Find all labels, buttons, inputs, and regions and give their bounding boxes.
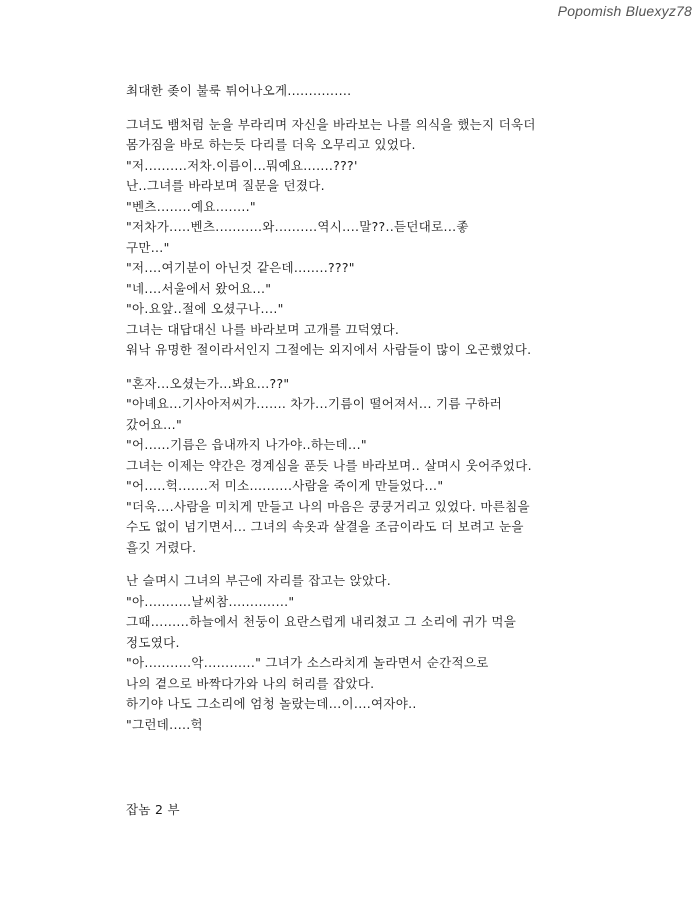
- text-line: "벤츠........예요........": [126, 198, 256, 214]
- text-line: 그때.........하늘에서 천둥이 요란스럽게 내리쳤고 그 소리에 귀가 먹을: [126, 614, 517, 629]
- text-line: "저..........저차.이름이...뭐예요.......???': [126, 157, 358, 173]
- text-line: 하기야 나도 그소리에 엄청 놀랐는데...이....여자야..: [126, 696, 417, 711]
- text-line: 구만...": [126, 239, 170, 255]
- paragraph: [126, 81, 576, 102]
- text-line: "아녜요...기사아저씨가....... 차가...기름이 떨어져서... 기름 구하러: [126, 396, 503, 411]
- text-line: 그녀는 이제는 약간은 경계심을 푼듯 나를 바라보며.. 살며시 웃어주었다.: [126, 457, 532, 473]
- watermark: Popomish Bluexyz78: [557, 3, 692, 19]
- text-line: 난 슬며시 그녀의 부근에 자리를 잡고는 앉았다.: [126, 573, 392, 588]
- text-line: 난..그녀를 바라보며 질문을 던졌다.: [126, 178, 325, 193]
- text-line: "네....서울에서 왔어요...": [126, 280, 272, 296]
- text-line: "아...........악............" 그녀가 소스라치게 놀라면서 순간적으로: [126, 655, 489, 670]
- text-line: "더욱....사람을 미치게 만들고 나의 마음은 쿵쿵거리고 있었다. 마른침을: [126, 498, 530, 514]
- text-line: 나의 곁으로 바짝다가와 나의 허리를 잡았다.: [126, 675, 375, 691]
- text-line: "아...........날씨참..............": [126, 593, 295, 609]
- text-line: "아.요앞..절에 오셨구나....": [126, 301, 284, 316]
- text-line: 최대한 좆이 불룩 튀어나오게...............: [126, 83, 352, 98]
- text-line: "저....여기분이 아닌것 같은데........???": [126, 260, 355, 275]
- paragraph: [126, 374, 576, 559]
- text-line: 몸가짐을 바로 하는듯 다리를 더욱 오무리고 있었다.: [126, 137, 416, 152]
- text-line: "어.....헉.......저 미소..........사람을 죽이게 만들었다...": [126, 478, 444, 493]
- text-line: 그녀는 대답대신 나를 바라보며 고개를 끄덕였다.: [126, 321, 400, 337]
- text-line: "저차가.....벤츠...........와..........역시....말??..듣던대로...좋: [126, 219, 469, 234]
- text-line: 그녀도 뱀처럼 눈을 부라리며 자신을 바라보는 나를 의식을 했는지 더욱더: [126, 116, 536, 132]
- text-line: "혼자...오셨는가...봐요...??": [126, 375, 290, 391]
- text-line: 수도 없이 넘기면서... 그녀의 속옷과 살결을 조금이라도 더 보려고 눈을: [126, 519, 524, 534]
- chapter-footer: 잡놈 2 부: [126, 802, 180, 817]
- text-line: "어......기름은 읍내까지 나가야..하는데...": [126, 437, 367, 452]
- text-line: 워낙 유명한 절이라서인지 그절에는 외지에서 사람들이 많이 오곤했었다.: [126, 342, 532, 357]
- text-line: 정도였다.: [126, 634, 180, 650]
- text-line: 흘깃 거렸다.: [126, 539, 197, 555]
- text-line: "그런데.....헉: [126, 716, 203, 732]
- text-line: 갔어요...": [126, 416, 182, 432]
- document-body: [126, 81, 576, 748]
- paragraph: [126, 571, 576, 735]
- paragraph: [126, 115, 576, 361]
